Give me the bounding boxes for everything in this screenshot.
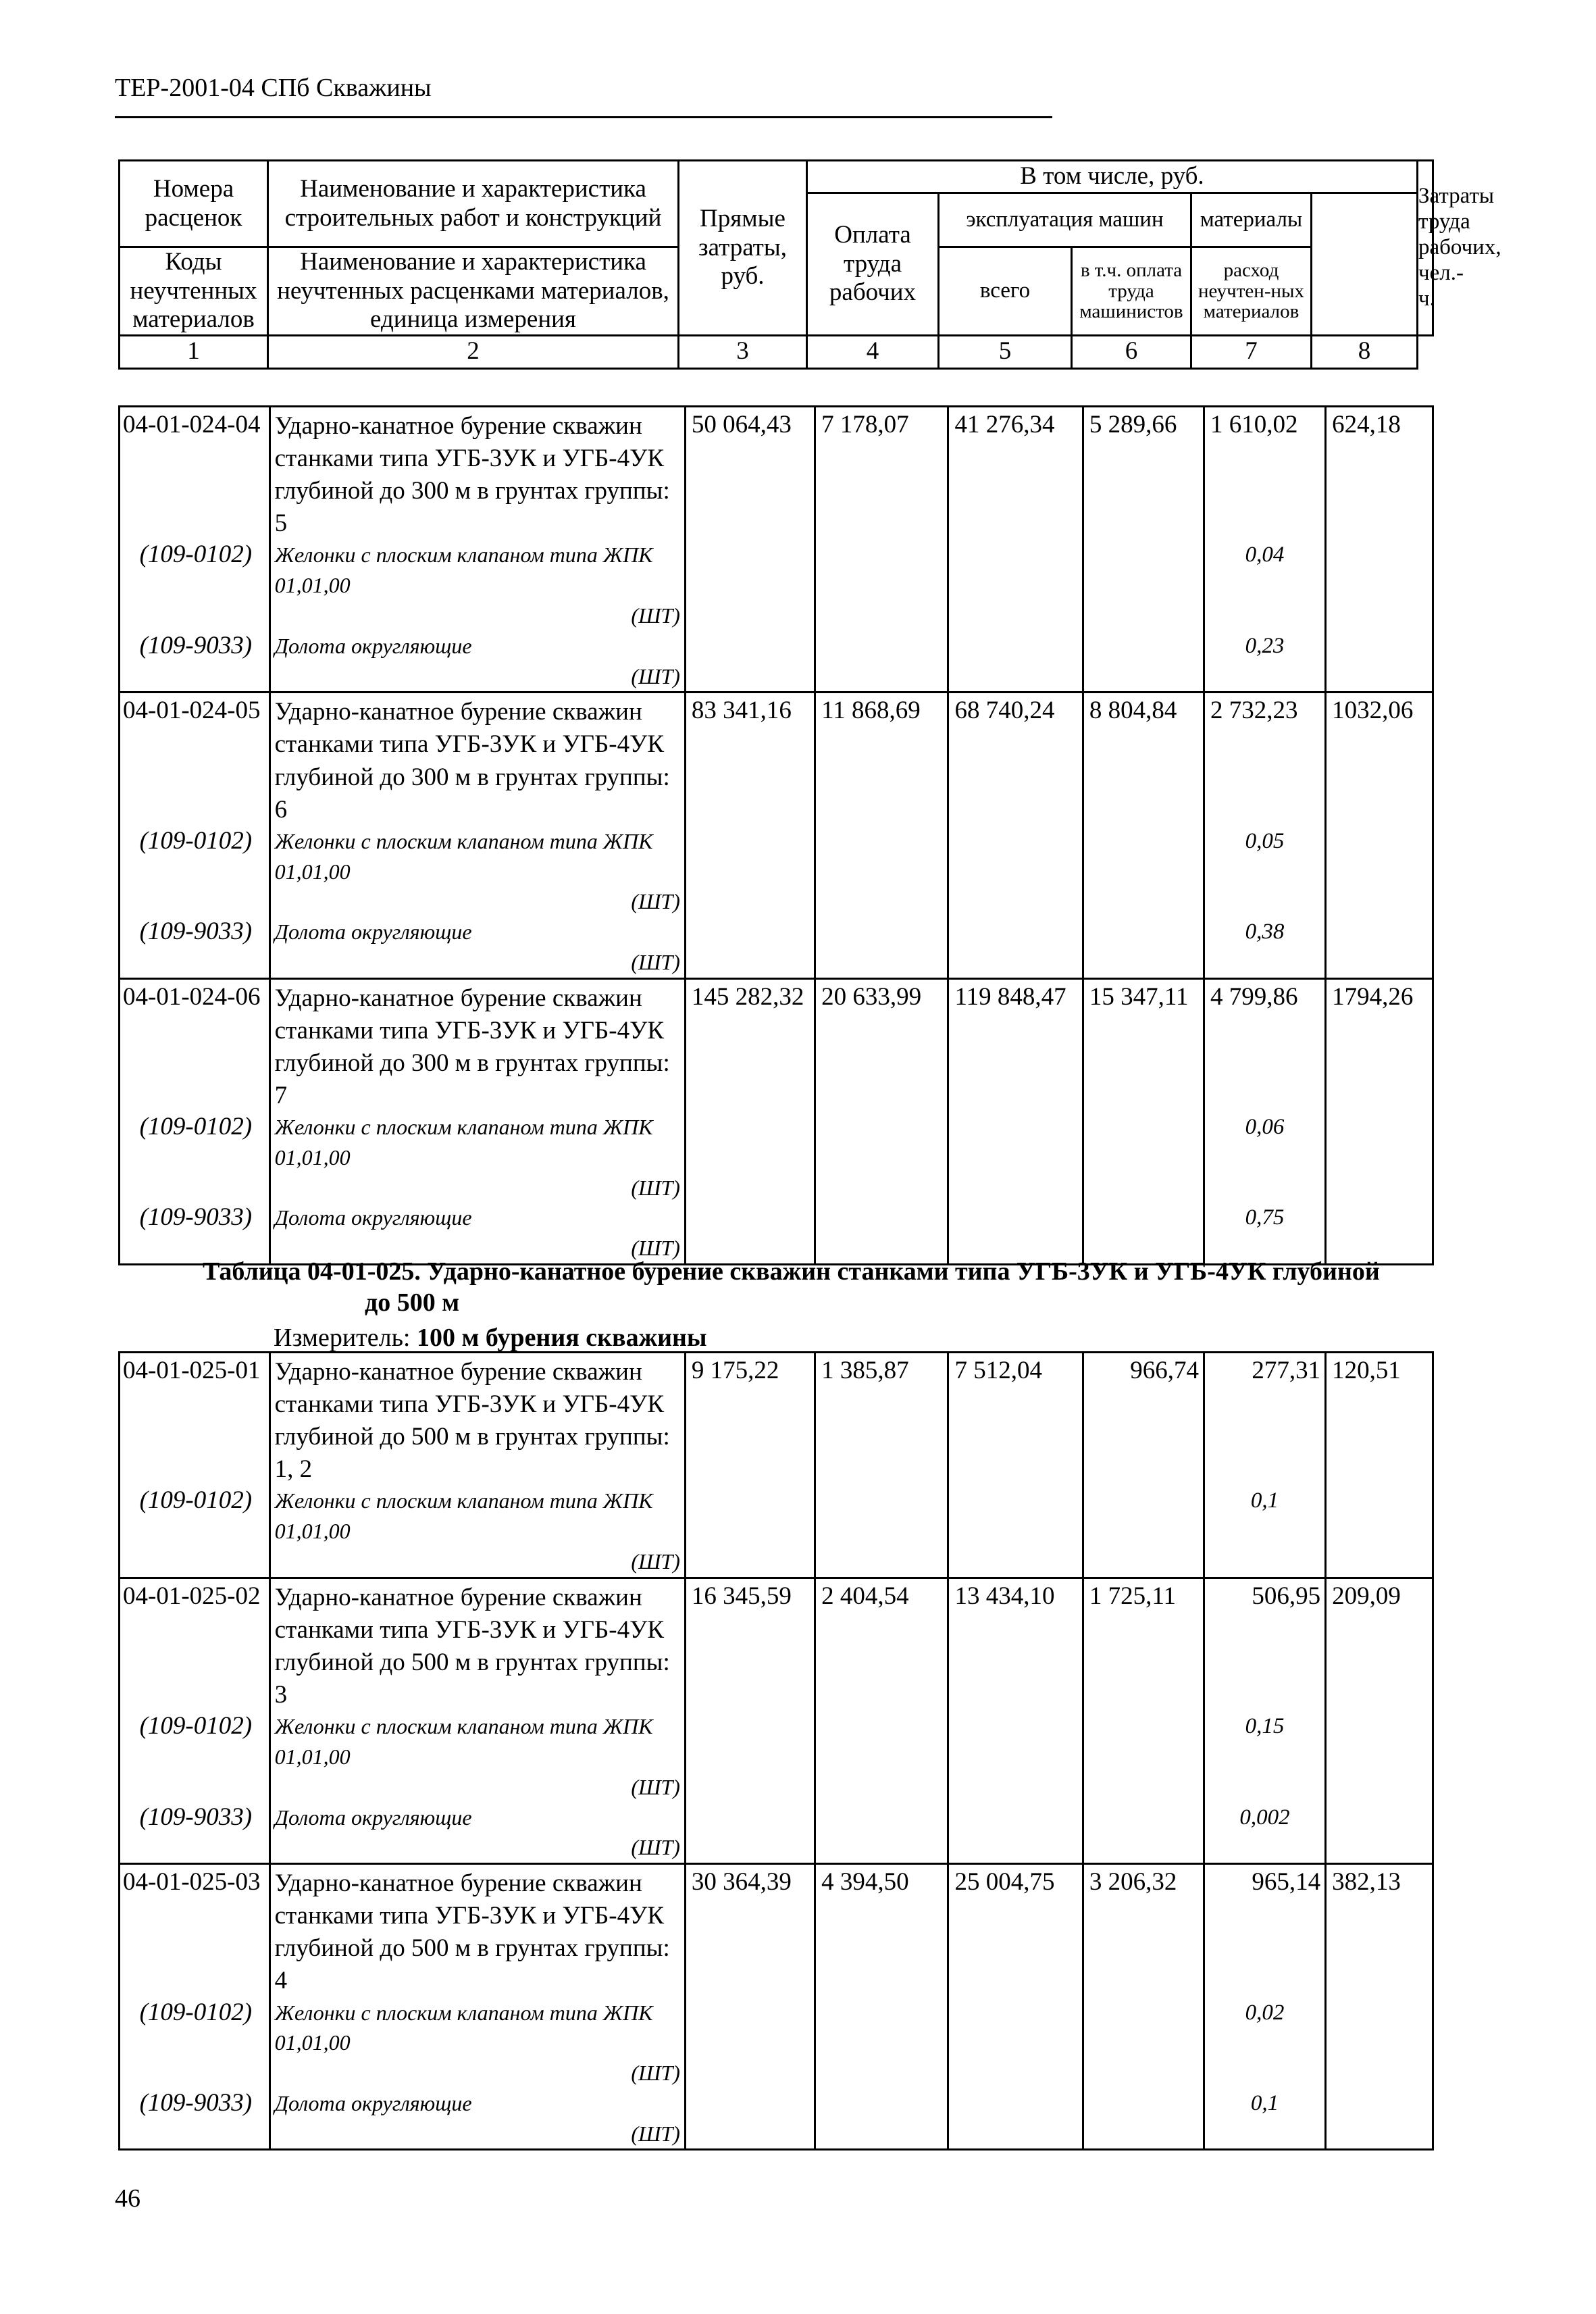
material-name: Желонки с плоским клапаном типа ЖПК 01,01,00 (ШТ)	[269, 826, 685, 917]
machine-cost: 68 740,24	[948, 693, 1083, 826]
material-code: (109-9033)	[120, 631, 270, 693]
header-rule	[115, 116, 1052, 118]
header-col1-top: Номера расценок	[120, 161, 268, 247]
header-col5: всего	[939, 247, 1072, 336]
labor-hours: 1032,06	[1326, 693, 1433, 826]
direct-cost: 50 064,43	[685, 407, 815, 540]
material-row	[120, 1112, 1433, 1203]
rate-name: Ударно-канатное бурение скважин станками типа УГБ-3УК и УГБ-4УК глубиной до 500 м в грунтах группы: 4	[269, 1864, 685, 1998]
rate-name: Ударно-канатное бурение скважин станками типа УГБ-3УК и УГБ-4УК глубиной до 300 м в грунтах группы: 7	[269, 978, 685, 1112]
material-row	[120, 631, 1433, 693]
material-cost: 2 732,23	[1204, 693, 1325, 826]
material-qty: 0,1	[1204, 1486, 1325, 1578]
header-num: 4	[807, 335, 939, 368]
machine-cost: 25 004,75	[948, 1864, 1083, 1998]
direct-cost: 30 364,39	[685, 1864, 815, 1998]
material-name: Долота округляющие (ШТ)	[269, 917, 685, 978]
material-cost: 506,95	[1204, 1578, 1325, 1711]
labor-cost: 11 868,69	[815, 693, 948, 826]
header-num: 6	[1072, 335, 1191, 368]
material-name: Долота округляющие (ШТ)	[269, 2088, 685, 2150]
machine-labor-cost: 5 289,66	[1083, 407, 1204, 540]
table-caption: Таблица 04-01-025. Ударно-канатное бурение скважин станками типа УГБ-3УК и УГБ-4УК глубиной до 500 м	[203, 1257, 1380, 1317]
material-row	[120, 540, 1433, 630]
material-qty: 0,02	[1204, 1998, 1325, 2088]
material-code: (109-0102)	[120, 1998, 270, 2088]
material-row	[120, 917, 1433, 978]
page-number: 46	[115, 2184, 140, 2213]
material-cost: 277,31	[1204, 1353, 1325, 1486]
material-code: (109-0102)	[120, 540, 270, 630]
rate-code: 04-01-025-03	[120, 1864, 270, 1998]
material-name: Желонки с плоским клапаном типа ЖПК 01,01,00 (ШТ)	[269, 1711, 685, 1802]
material-row	[120, 1998, 1433, 2088]
material-code: (109-0102)	[120, 1112, 270, 1203]
material-row	[120, 1711, 1433, 1802]
material-name: Желонки с плоским клапаном типа ЖПК 01,01,00 (ШТ)	[269, 1998, 685, 2088]
labor-cost: 2 404,54	[815, 1578, 948, 1711]
material-qty: 0,75	[1204, 1203, 1325, 1264]
rate-code: 04-01-024-04	[120, 407, 270, 540]
header-num: 2	[268, 335, 679, 368]
material-cost: 4 799,86	[1204, 978, 1325, 1112]
material-row	[120, 1486, 1433, 1578]
material-qty: 0,15	[1204, 1711, 1325, 1802]
header-col2-bottom: Наименование и характеристика неучтенных расценками материалов, единица измерения	[268, 247, 679, 336]
header-col1-bottom: Коды неучтенных материалов	[120, 247, 268, 336]
material-code: (109-0102)	[120, 1486, 270, 1578]
labor-hours: 382,13	[1326, 1864, 1433, 1998]
material-qty: 0,002	[1204, 1803, 1325, 1864]
material-qty: 0,23	[1204, 631, 1325, 693]
rate-row	[120, 693, 1433, 826]
labor-cost: 20 633,99	[815, 978, 948, 1112]
material-name: Желонки с плоским клапаном типа ЖПК 01,01,00 (ШТ)	[269, 1112, 685, 1203]
material-code: (109-0102)	[120, 1711, 270, 1802]
header-num: 5	[939, 335, 1072, 368]
rate-code: 04-01-025-02	[120, 1578, 270, 1711]
rate-name: Ударно-канатное бурение скважин станками типа УГБ-3УК и УГБ-4УК глубиной до 500 м в грунтах группы: 1, 2	[269, 1353, 685, 1486]
machine-labor-cost: 3 206,32	[1083, 1864, 1204, 1998]
header-num: 7	[1191, 335, 1312, 368]
rate-code: 04-01-024-05	[120, 693, 270, 826]
material-qty: 0,04	[1204, 540, 1325, 630]
material-code: (109-9033)	[120, 1803, 270, 1864]
labor-cost: 1 385,87	[815, 1353, 948, 1486]
machine-cost: 119 848,47	[948, 978, 1083, 1112]
labor-cost: 4 394,50	[815, 1864, 948, 1998]
header-num: 1	[120, 335, 268, 368]
labor-hours: 120,51	[1326, 1353, 1433, 1486]
rate-name: Ударно-канатное бурение скважин станками типа УГБ-3УК и УГБ-4УК глубиной до 500 м в грунтах группы: 3	[269, 1578, 685, 1711]
material-row	[120, 826, 1433, 917]
labor-cost: 7 178,07	[815, 407, 948, 540]
machine-cost: 13 434,10	[948, 1578, 1083, 1711]
rate-row	[120, 407, 1433, 540]
material-name: Долота округляющие (ШТ)	[269, 1203, 685, 1264]
running-header: ТЕР-2001-04 СПб Скважины	[115, 74, 432, 102]
direct-cost: 16 345,59	[685, 1578, 815, 1711]
direct-cost: 83 341,16	[685, 693, 815, 826]
rate-row	[120, 1864, 1433, 1998]
material-row	[120, 2088, 1433, 2150]
header-col4: Оплата труда рабочих	[807, 193, 939, 336]
labor-hours: 624,18	[1326, 407, 1433, 540]
rate-name: Ударно-канатное бурение скважин станками типа УГБ-3УК и УГБ-4УК глубиной до 300 м в грунтах группы: 6	[269, 693, 685, 826]
material-code: (109-0102)	[120, 826, 270, 917]
header-num: 8	[1312, 335, 1418, 368]
material-name: Долота округляющие (ШТ)	[269, 631, 685, 693]
rate-row	[120, 1353, 1433, 1486]
rate-row	[120, 978, 1433, 1112]
machine-cost: 7 512,04	[948, 1353, 1083, 1486]
machine-labor-cost: 966,74	[1083, 1353, 1204, 1486]
rate-name: Ударно-канатное бурение скважин станками типа УГБ-3УК и УГБ-4УК глубиной до 300 м в грунтах группы: 5	[269, 407, 685, 540]
column-header-table	[118, 159, 1501, 370]
header-including: В том числе, руб.	[807, 161, 1418, 193]
material-qty: 0,05	[1204, 826, 1325, 917]
rate-code: 04-01-024-06	[120, 978, 270, 1112]
header-col7: расход неучтен-ных материалов	[1191, 247, 1312, 336]
material-code: (109-9033)	[120, 917, 270, 978]
machine-labor-cost: 15 347,11	[1083, 978, 1204, 1112]
machine-labor-cost: 8 804,84	[1083, 693, 1204, 826]
rates-table-024	[118, 405, 1434, 1265]
material-name: Желонки с плоским клапаном типа ЖПК 01,01,00 (ШТ)	[269, 1486, 685, 1578]
rate-row	[120, 1578, 1433, 1711]
header-materials: материалы	[1191, 193, 1312, 247]
labor-hours: 1794,26	[1326, 978, 1433, 1112]
header-col2-top: Наименование и характеристика строительных работ и конструкций	[268, 161, 679, 247]
material-row	[120, 1803, 1433, 1864]
material-qty: 0,1	[1204, 2088, 1325, 2150]
labor-hours: 209,09	[1326, 1578, 1433, 1711]
material-code: (109-9033)	[120, 1203, 270, 1264]
header-machines: эксплуатация машин	[939, 193, 1191, 247]
material-row	[120, 1203, 1433, 1264]
material-name: Желонки с плоским клапаном типа ЖПК 01,01,00 (ШТ)	[269, 540, 685, 630]
machine-labor-cost: 1 725,11	[1083, 1578, 1204, 1711]
material-cost: 1 610,02	[1204, 407, 1325, 540]
material-qty: 0,06	[1204, 1112, 1325, 1203]
material-name: Долота округляющие (ШТ)	[269, 1803, 685, 1864]
material-code: (109-9033)	[120, 2088, 270, 2150]
material-qty: 0,38	[1204, 917, 1325, 978]
rates-table-025	[118, 1351, 1434, 2150]
header-col3: Прямые затраты, руб.	[679, 161, 807, 336]
direct-cost: 9 175,22	[685, 1353, 815, 1486]
machine-cost: 41 276,34	[948, 407, 1083, 540]
header-num: 3	[679, 335, 807, 368]
header-col6: в т.ч. оплата труда машинистов	[1072, 247, 1191, 336]
rate-code: 04-01-025-01	[120, 1353, 270, 1486]
direct-cost: 145 282,32	[685, 978, 815, 1112]
material-cost: 965,14	[1204, 1864, 1325, 1998]
header-col8: Затраты труда рабочих, чел.-ч.	[1418, 161, 1433, 336]
measure-line: Измеритель: 100 м бурения скважины	[274, 1324, 707, 1352]
